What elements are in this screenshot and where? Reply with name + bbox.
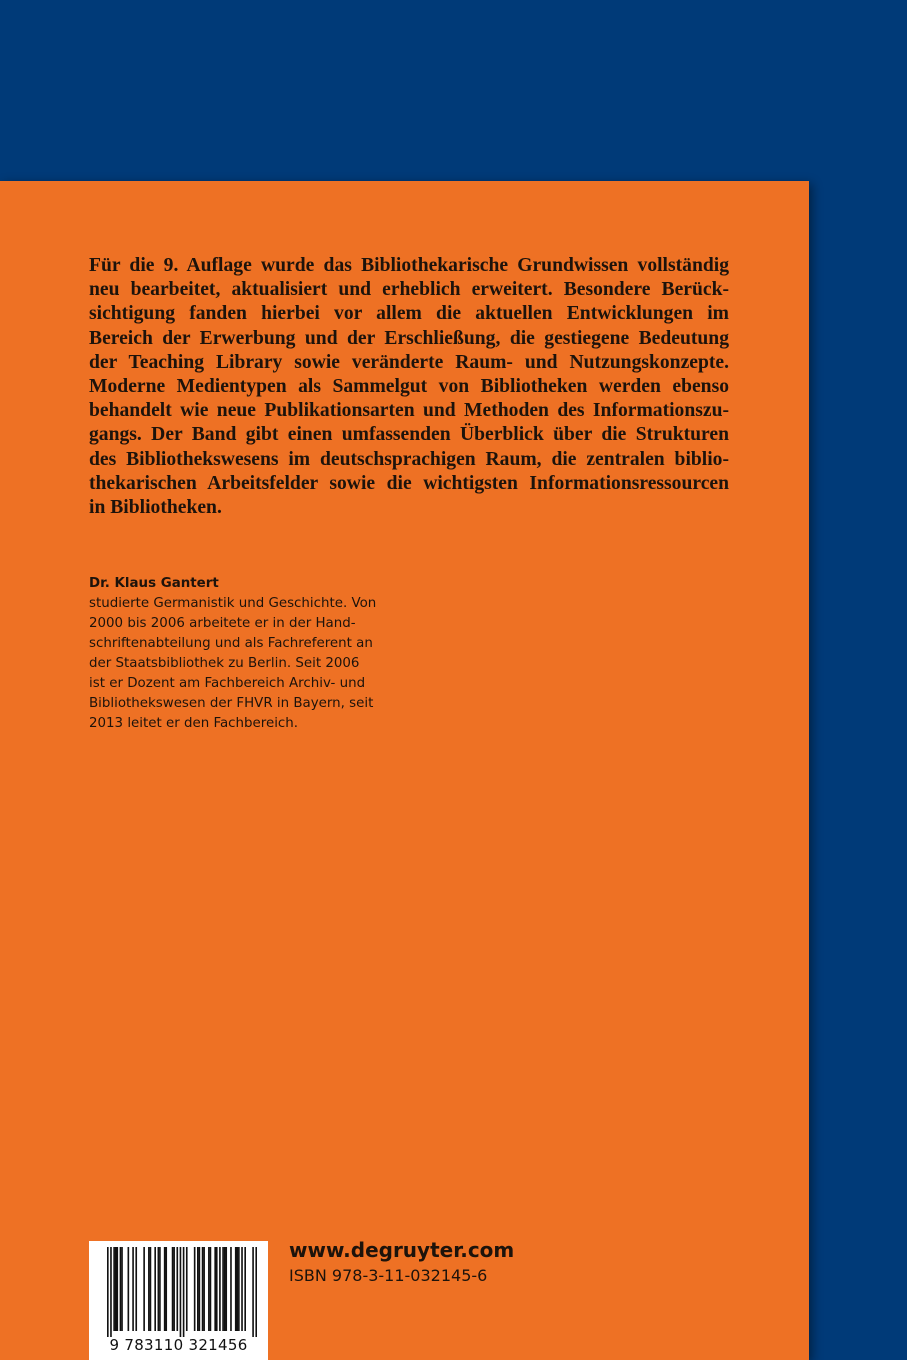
barcode-bar: [172, 1247, 174, 1331]
barcode-bar: [208, 1247, 210, 1331]
barcode-bar: [222, 1247, 224, 1331]
author-bio: [89, 594, 429, 734]
barcode-bar: [183, 1247, 185, 1337]
barcode-bar: [154, 1247, 156, 1331]
author-bio-line: Bibliothekswesen der FHVR in Bayern, seit: [89, 696, 374, 711]
description-line: in Bibliotheken.: [89, 497, 222, 519]
barcode-bar: [113, 1247, 115, 1331]
barcode-bar: [255, 1247, 257, 1337]
barcode: [89, 1241, 268, 1360]
barcode-bar: [116, 1247, 118, 1331]
description-line: des Bibliothekswesens im deutschsprachigen Raum, die zentralen biblio-: [89, 448, 729, 470]
barcode-bar: [203, 1247, 205, 1331]
barcode-bar: [225, 1247, 227, 1331]
author-section: [89, 574, 429, 734]
barcode-bar: [202, 1247, 204, 1331]
author-bio-line: der Staatsbibliothek zu Berlin. Seit 2006: [89, 656, 360, 671]
barcode-bar: [214, 1247, 216, 1331]
barcode-bar: [159, 1247, 161, 1331]
book-description: [89, 254, 729, 520]
author-bio-line: ist er Dozent am Fachbereich Archiv- und: [89, 676, 366, 691]
barcode-bar: [199, 1247, 201, 1331]
barcode-bars-graphic: [107, 1247, 257, 1337]
barcode-bar: [143, 1247, 145, 1331]
barcode-bar: [120, 1247, 122, 1331]
barcode-bar: [236, 1247, 238, 1331]
barcode-bar: [216, 1247, 218, 1331]
barcode-bar: [107, 1247, 109, 1337]
barcode-bar: [164, 1247, 166, 1331]
description-line: der Teaching Library sowie veränderte Raum- und Nutzungskonzepte.: [89, 351, 729, 373]
barcode-bar: [165, 1247, 167, 1331]
description-line: gangs. Der Band gibt einen umfassenden Überblick über die Strukturen: [89, 424, 729, 446]
barcode-bar: [110, 1247, 112, 1337]
barcode-bar: [241, 1247, 243, 1331]
author-bio-line: 2000 bis 2006 arbeitete er in der Hand-: [89, 616, 356, 631]
isbn-number: ISBN 978-3-11-032145-6: [289, 1266, 488, 1285]
barcode-bar: [244, 1247, 246, 1331]
description-line: thekarischen Arbeitsfelder sowie die wichtigsten Informationsressourcen: [89, 472, 729, 494]
barcode-bar: [173, 1247, 175, 1331]
description-line: behandelt wie neue Publikationsarten und Methoden des Informationszu-: [89, 400, 729, 422]
author-bio-line: studierte Germanistik und Geschichte. Von: [89, 596, 377, 611]
description-line: Für die 9. Auflage wurde das Bibliothekarische Grundwissen vollständig: [89, 255, 729, 276]
description-line: Moderne Medientypen als Sammelgut von Bibliotheken werden ebenso: [89, 376, 729, 398]
barcode-bar: [121, 1247, 123, 1331]
barcode-bar: [194, 1247, 196, 1331]
description-line: sichtigung fanden hierbei vor allem die aktuellen Entwicklungen im: [89, 303, 729, 325]
barcode-bar: [252, 1247, 254, 1337]
barcode-bar: [128, 1247, 130, 1331]
barcode-bar: [148, 1247, 150, 1331]
barcode-bar: [150, 1247, 152, 1331]
barcode-bar: [115, 1247, 117, 1331]
barcode-bar: [224, 1247, 226, 1331]
barcode-bar: [176, 1247, 178, 1331]
barcode-bar: [186, 1247, 188, 1331]
barcode-bar: [238, 1247, 240, 1331]
barcode-bar: [132, 1247, 134, 1331]
publisher-website: www.degruyter.com: [289, 1238, 515, 1262]
barcode-bar: [230, 1247, 232, 1331]
barcode-bar: [197, 1247, 199, 1331]
author-name: Dr. Klaus Gantert: [89, 576, 219, 591]
barcode-digits: 9 783110 321456: [109, 1336, 248, 1354]
barcode-bar: [158, 1247, 160, 1331]
author-bio-line: schriftenabteilung und als Fachreferent an: [89, 636, 373, 651]
description-line: Bereich der Erwerbung und der Erschließung, die gestiegene Bedeutung: [89, 327, 729, 349]
barcode-bar: [210, 1247, 212, 1331]
barcode-bar: [135, 1247, 137, 1331]
barcode-bar: [235, 1247, 237, 1331]
description-line: neu bearbeitet, aktualisiert und erheblich erweitert. Besondere Berück-: [89, 279, 729, 301]
barcode-bar: [180, 1247, 182, 1337]
author-bio-line: 2013 leitet er den Fachbereich.: [89, 716, 299, 731]
barcode-bar: [219, 1247, 221, 1331]
